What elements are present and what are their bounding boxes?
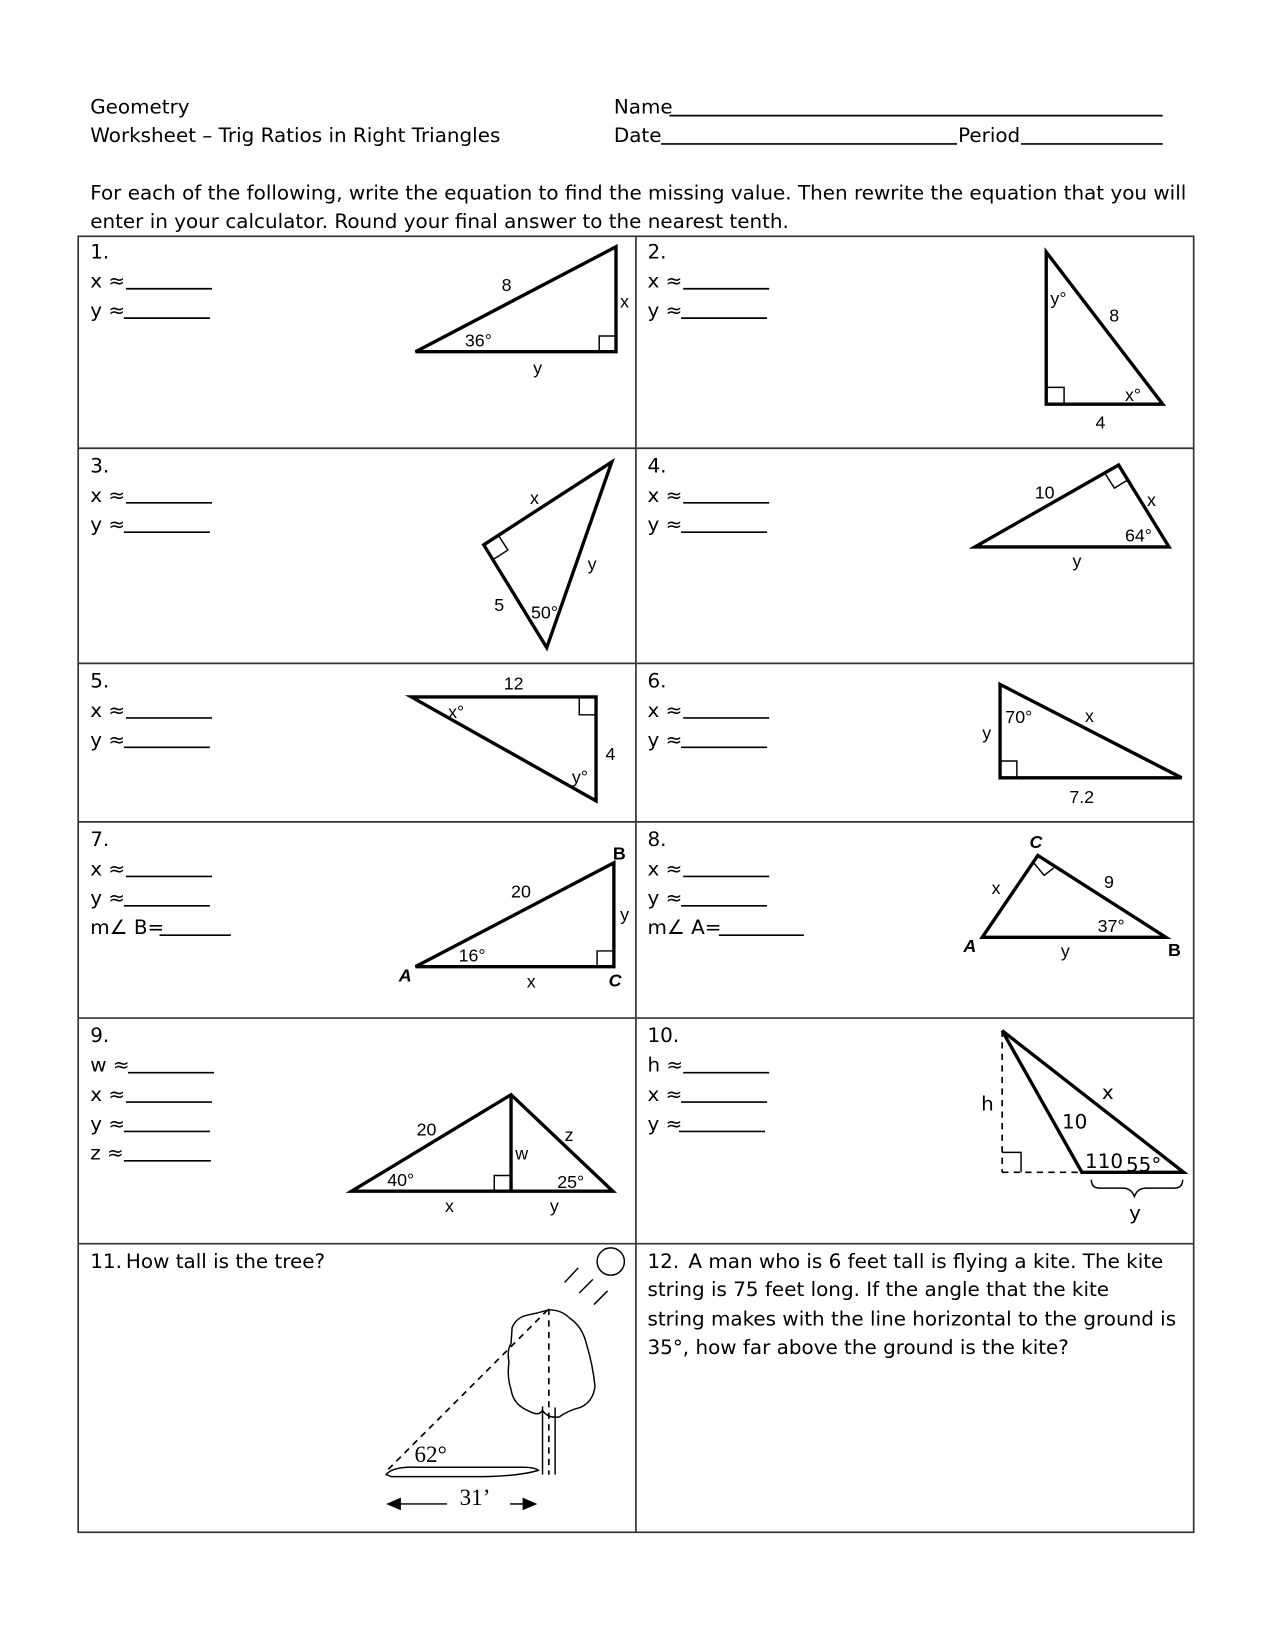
problem-number: 2. [647,240,667,264]
answer-label: x ≈ [647,483,683,507]
angle-label: x° [1124,385,1141,406]
vertex-label: A [398,965,412,986]
angle-label: 70° [1005,707,1033,728]
answer-label: x ≈ [90,698,126,722]
side-label: y [549,1196,559,1217]
side-label: 7.2 [1069,786,1095,807]
answer-label: y ≈ [90,1112,126,1136]
side-label: 10 [1034,482,1055,503]
side-label: 8 [1109,305,1120,326]
answer-label: h ≈ [647,1053,684,1077]
vertex-label: B [1167,940,1181,961]
problem-number: 3. [90,454,110,478]
answer-label: y ≈ [647,299,683,323]
answer-label: x ≈ [90,857,126,881]
side-label: 8 [501,274,512,295]
question-line: string is 75 feet long. If the angle that the kite [647,1278,1110,1302]
answer-label: y ≈ [90,728,126,752]
angle-label: 110 [1085,1150,1124,1174]
side-label: x [1085,706,1094,727]
side-label: y [1060,941,1070,962]
side-label: 12 [503,673,524,694]
side-label: 4 [1095,412,1106,433]
angle-label: 55° [1125,1153,1162,1177]
side-label: y [533,357,543,378]
answer-label: z ≈ [90,1141,124,1165]
angle-label: 37° [1097,916,1125,937]
answer-label: x ≈ [90,1082,126,1106]
side-label: 10 [1061,1110,1088,1134]
side-label: x [444,1196,454,1217]
answer-label: y ≈ [647,513,683,537]
vertex-label: B [612,843,626,864]
angle-label: y° [1050,288,1067,309]
instructions-line-2: enter in your calculator. Round your final answer to the nearest tenth. [90,209,789,233]
problem-number: 10. [647,1024,680,1048]
question-line: string makes with the line horizontal to the ground is [647,1307,1177,1331]
problem-number: 11. [90,1249,122,1273]
side-label: x [991,878,1001,899]
side-label: x [620,291,630,312]
answer-label: m∠ B= [90,916,165,940]
vertex-label: C [1029,832,1043,853]
answer-label: x ≈ [647,698,683,722]
side-label: y [620,904,630,925]
name-label: Name [613,95,673,119]
side-label: y [587,554,597,574]
problem-number: 4. [647,454,667,478]
answer-label: w ≈ [90,1053,130,1077]
answer-label: y ≈ [647,1112,683,1136]
side-label: 5 [494,594,505,615]
side-label: 20 [416,1119,437,1140]
angle-label: 62° [414,1440,447,1467]
side-label: x [529,487,539,508]
side-label: 20 [511,881,531,902]
question-line: A man who is 6 feet tall is flying a kite. The kite [688,1249,1164,1273]
answer-label: y ≈ [647,886,683,910]
side-label: 4 [605,743,616,764]
date-label: Date [613,123,662,147]
side-label: w [515,1143,529,1164]
side-label: y [982,722,992,743]
answer-label: x ≈ [647,269,683,293]
problem-number: 5. [90,669,110,693]
side-label: y [1072,550,1082,571]
side-label: x [1146,489,1156,510]
question-line: 35°, how far above the ground is the kite? [647,1335,1069,1359]
problem-number: 9. [90,1024,110,1048]
side-label: 9 [1103,871,1114,892]
side-label: y [1129,1201,1141,1225]
side-label: x [1101,1080,1114,1104]
problem-number: 7. [90,827,110,851]
vertex-label: A [963,935,977,956]
angle-label: 25° [557,1172,585,1193]
side-label: x [526,971,536,992]
problem-number: 12. [647,1249,680,1273]
answer-label: x ≈ [90,269,126,293]
answer-label: x ≈ [90,483,126,507]
course-label: Geometry [90,95,190,119]
angle-label: 36° [464,330,492,351]
answer-label: x ≈ [647,857,683,881]
answer-label: y ≈ [90,886,126,910]
answer-label: y ≈ [90,513,126,537]
worksheet-title: Worksheet – Trig Ratios in Right Triangles [90,123,501,147]
answer-label: y ≈ [647,728,683,752]
distance-label: 31’ [459,1484,491,1511]
period-label: Period [958,123,1021,147]
angle-label: 40° [387,1169,415,1190]
problem-number: 1. [90,240,110,264]
angle-label: 64° [1124,525,1152,546]
question-text: How tall is the tree? [125,1249,326,1273]
side-label: h [981,1092,994,1116]
answer-label: y ≈ [90,299,126,323]
answer-label: x ≈ [647,1082,683,1106]
angle-label: y° [571,767,588,788]
vertex-label: C [608,970,622,991]
angle-label: 50° [530,602,558,623]
problem-number: 6. [647,669,667,693]
problem-number: 8. [647,827,667,851]
angle-label: 16° [458,945,486,966]
answer-label: m∠ A= [647,916,722,940]
instructions-line-1: For each of the following, write the equation to find the missing value. Then rewrite the equation that you will [90,181,1187,205]
angle-label: x° [448,701,465,722]
side-label: z [564,1124,574,1145]
